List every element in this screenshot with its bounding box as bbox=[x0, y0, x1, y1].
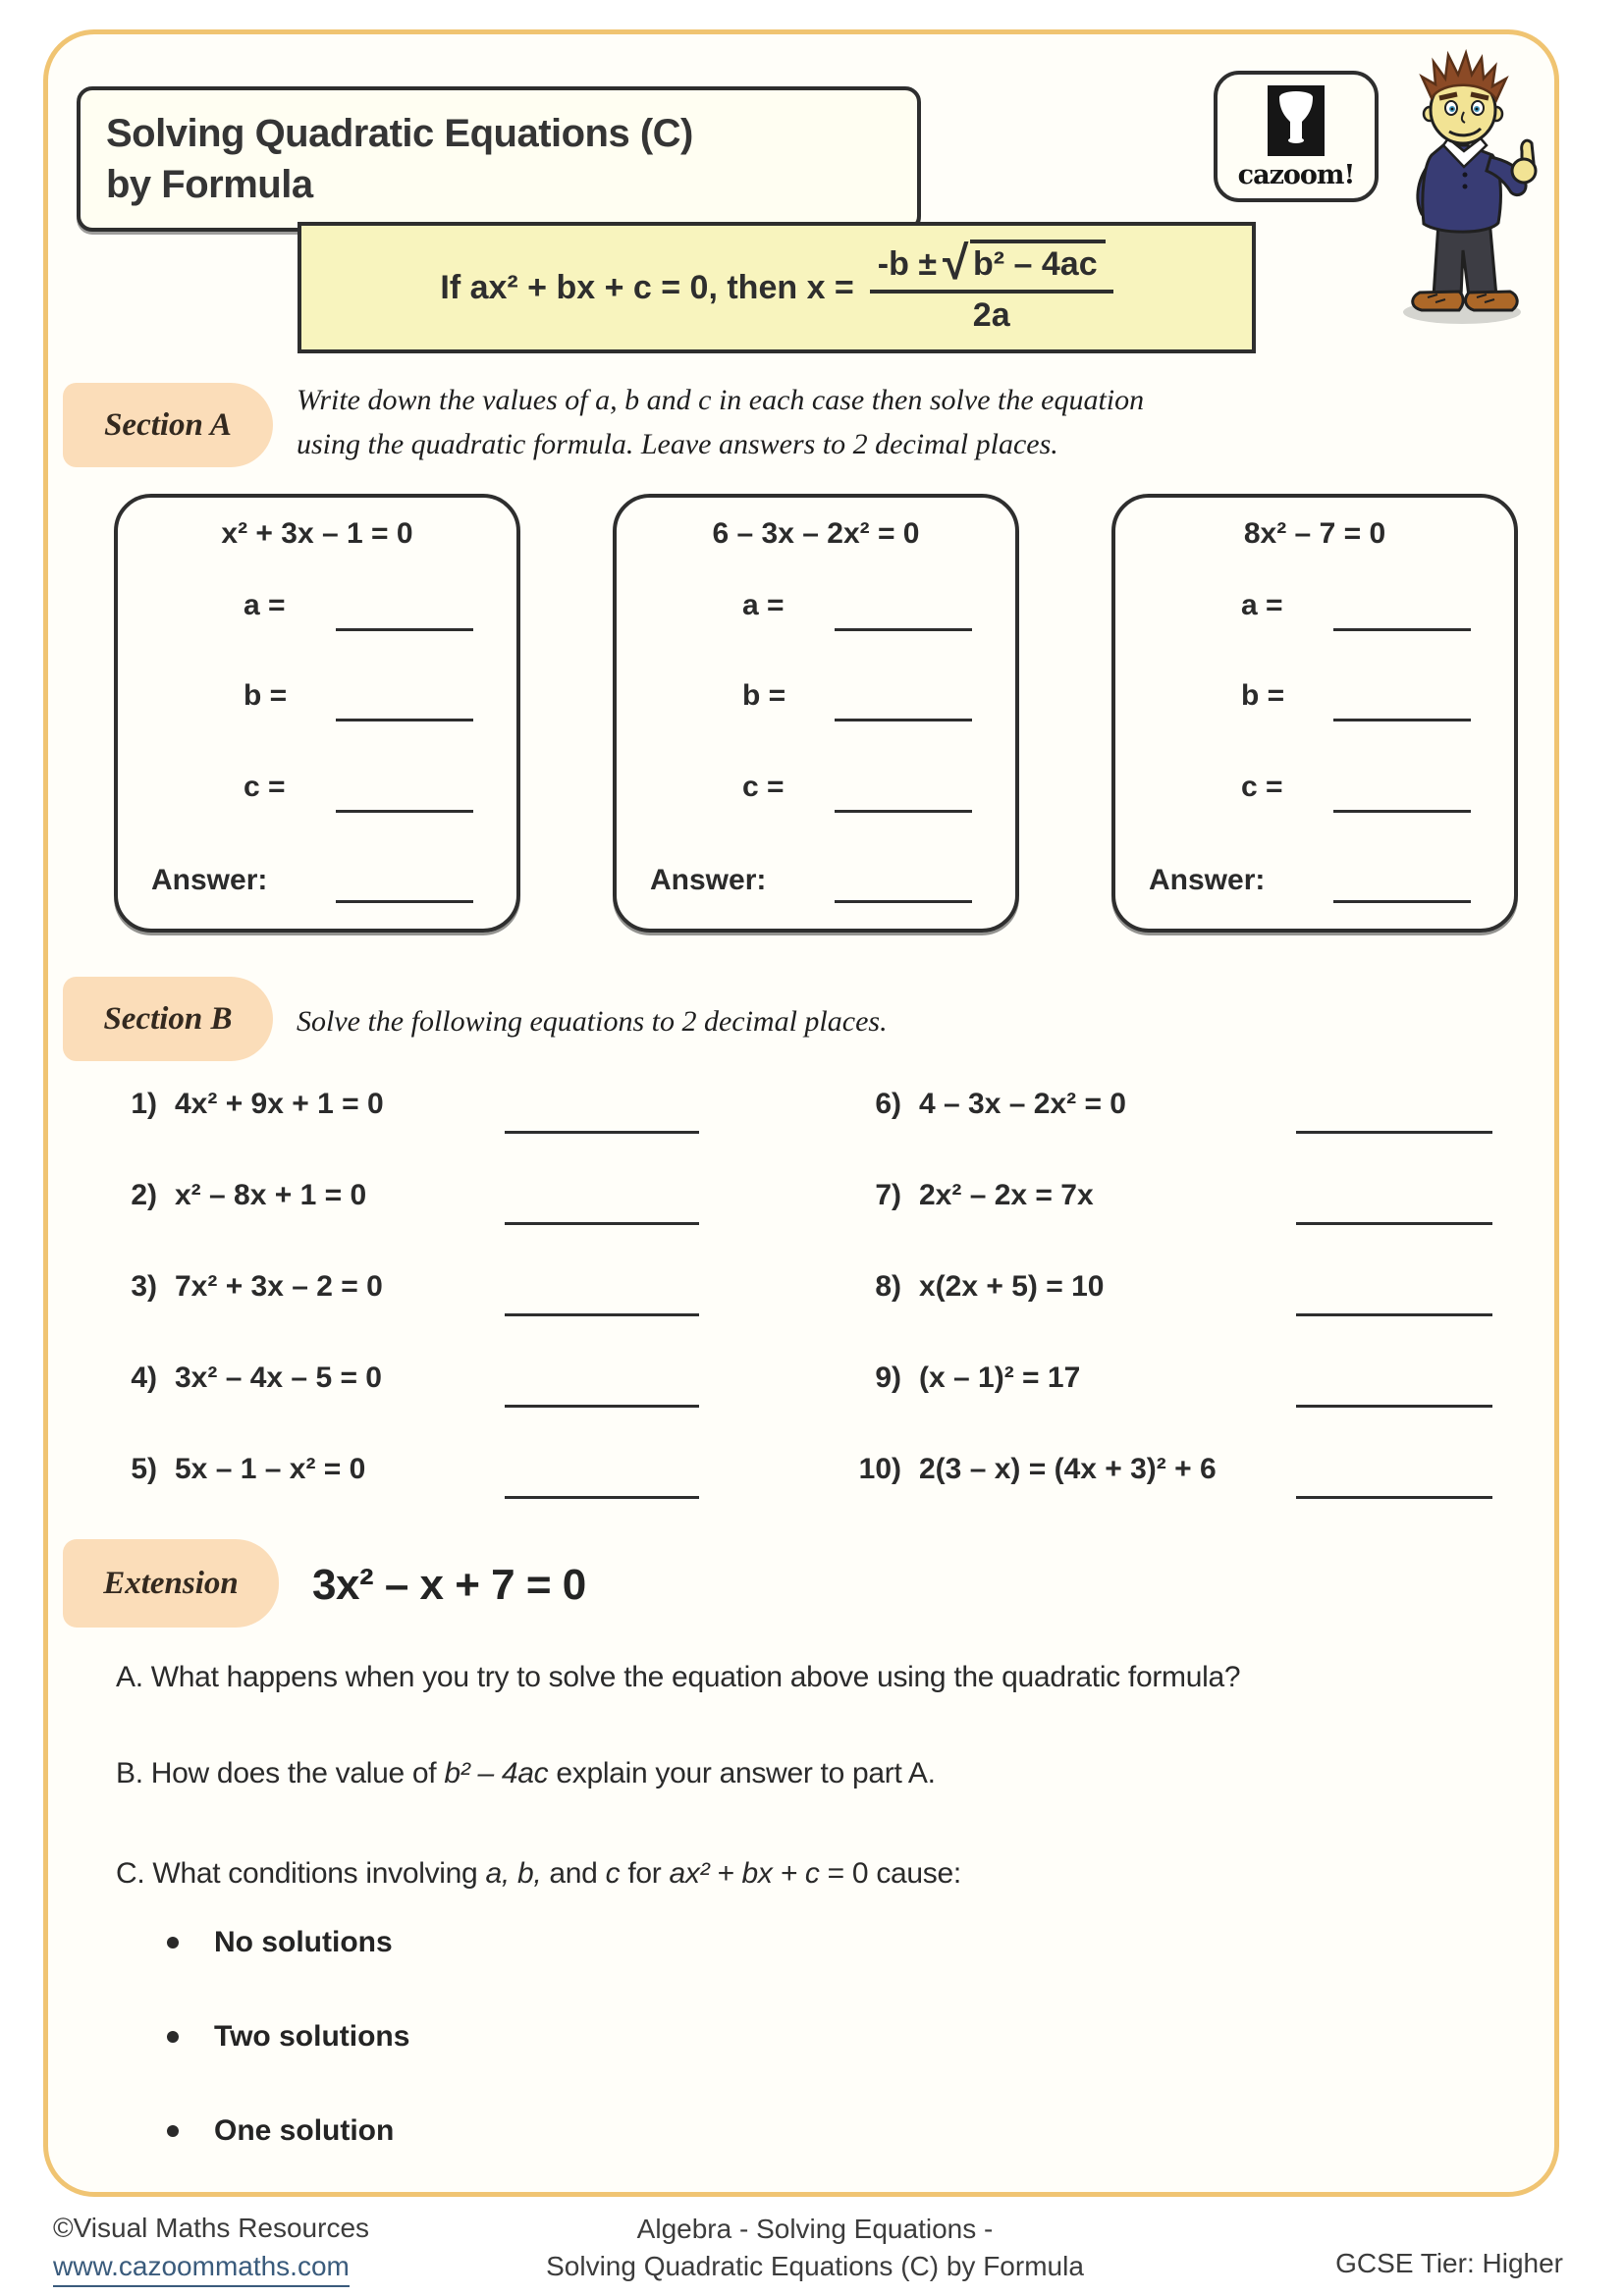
problem-row bbox=[833, 1453, 1520, 1544]
page-title-line2: by Formula bbox=[106, 163, 313, 206]
problem-number: 2) bbox=[131, 1179, 157, 1211]
problem-equation: 7x² + 3x – 2 = 0 bbox=[175, 1270, 383, 1303]
problem-number: 1) bbox=[131, 1088, 157, 1120]
answer-label: Answer: bbox=[151, 864, 268, 896]
problem-equation: x(2x + 5) = 10 bbox=[919, 1270, 1105, 1303]
section-a-instruction-line2: using the quadratic formula. Leave answers to 2 decimal places. bbox=[297, 428, 1058, 460]
a-label: a = bbox=[742, 589, 785, 621]
a-label: a = bbox=[244, 589, 286, 621]
b-answer-blank[interactable] bbox=[835, 697, 972, 721]
problem-row bbox=[88, 1088, 736, 1179]
radical-icon: √ bbox=[943, 237, 969, 290]
c-answer-blank[interactable] bbox=[336, 788, 473, 813]
question-c-text: and bbox=[541, 1857, 606, 1890]
question-b-text: explain your answer to part A. bbox=[548, 1757, 936, 1789]
section-a-instruction-line1: Write down the values of a, b and c in each case then solve the equation bbox=[297, 384, 1145, 416]
extension-question-a: A. What happens when you try to solve the equation above using the quadratic formula? bbox=[116, 1661, 1241, 1693]
copyright-text: ©Visual Maths Resources bbox=[53, 2213, 370, 2243]
b-label: b = bbox=[1241, 679, 1285, 712]
problem-equation: x² – 8x + 1 = 0 bbox=[175, 1179, 367, 1211]
section-a-box-3 bbox=[1111, 494, 1518, 933]
b-label: b = bbox=[742, 679, 786, 712]
problem-row bbox=[833, 1270, 1520, 1362]
answer-blank[interactable] bbox=[1296, 1383, 1492, 1408]
bullet-label: One solution bbox=[214, 2114, 395, 2147]
footer-center bbox=[373, 2211, 1257, 2285]
cazoom-logo-text: cazoom! bbox=[1237, 159, 1355, 190]
equation: x² + 3x – 1 = 0 bbox=[221, 517, 413, 550]
b-label: b = bbox=[244, 679, 288, 712]
question-c-text: C. What conditions involving bbox=[116, 1857, 486, 1890]
problem-row bbox=[833, 1362, 1520, 1453]
c-label: c = bbox=[742, 771, 785, 803]
footer-topic-line1: Algebra - Solving Equations - bbox=[636, 2214, 994, 2244]
a-label: a = bbox=[1241, 589, 1283, 621]
question-c-variables: a, b, bbox=[485, 1857, 542, 1890]
section-b-right-column bbox=[833, 1088, 1520, 1544]
bullet-icon bbox=[167, 1937, 179, 1949]
problem-row bbox=[833, 1179, 1520, 1270]
answer-blank[interactable] bbox=[1296, 1201, 1492, 1225]
extension-label: Extension bbox=[63, 1539, 279, 1628]
a-answer-blank[interactable] bbox=[336, 607, 473, 631]
extension-question-b bbox=[116, 1757, 936, 1790]
title-box bbox=[77, 86, 921, 232]
section-a-label: Section A bbox=[63, 383, 273, 467]
answer-blank[interactable] bbox=[505, 1383, 699, 1408]
formula-denominator: 2a bbox=[870, 290, 1113, 335]
problem-number: 6) bbox=[875, 1088, 901, 1120]
c-answer-blank[interactable] bbox=[835, 788, 972, 813]
final-answer-blank[interactable] bbox=[336, 879, 473, 903]
section-b-left-column bbox=[88, 1088, 736, 1544]
section-b-instruction: Solve the following equations to 2 decimal places. bbox=[297, 1005, 888, 1038]
question-c-variable: c bbox=[605, 1857, 621, 1890]
answer-blank[interactable] bbox=[505, 1201, 699, 1225]
c-label: c = bbox=[1241, 771, 1283, 803]
formula-numerator-prefix: -b ± bbox=[877, 244, 937, 283]
answer-blank[interactable] bbox=[505, 1109, 699, 1134]
section-a-instruction bbox=[297, 378, 1144, 466]
extension-equation: 3x² – x + 7 = 0 bbox=[312, 1561, 586, 1609]
bullet-label: Two solutions bbox=[214, 2020, 410, 2053]
b-answer-blank[interactable] bbox=[336, 697, 473, 721]
problem-equation: 2x² – 2x = 7x bbox=[919, 1179, 1094, 1211]
problem-equation: (x – 1)² = 17 bbox=[919, 1362, 1081, 1394]
footer-left bbox=[53, 2211, 369, 2287]
formula-fraction bbox=[870, 237, 1113, 335]
bullet-label: No solutions bbox=[214, 1926, 393, 1958]
problem-number: 4) bbox=[131, 1362, 157, 1394]
question-c-text: = 0 cause: bbox=[819, 1857, 961, 1890]
bullet-item bbox=[167, 2020, 409, 2054]
section-a-box-1 bbox=[114, 494, 520, 933]
page-title-line1: Solving Quadratic Equations (C) bbox=[106, 112, 693, 155]
cazoom-logo bbox=[1214, 71, 1379, 202]
quadratic-formula-box bbox=[298, 222, 1256, 353]
answer-blank[interactable] bbox=[1296, 1474, 1492, 1499]
extension-question-c bbox=[116, 1857, 961, 1891]
answer-blank[interactable] bbox=[1296, 1109, 1492, 1134]
answer-label: Answer: bbox=[650, 864, 767, 896]
square-root bbox=[943, 237, 1106, 290]
a-answer-blank[interactable] bbox=[835, 607, 972, 631]
problem-row bbox=[88, 1179, 736, 1270]
problem-equation: 4 – 3x – 2x² = 0 bbox=[919, 1088, 1126, 1120]
c-answer-blank[interactable] bbox=[1333, 788, 1471, 813]
b-answer-blank[interactable] bbox=[1333, 697, 1471, 721]
problem-row bbox=[88, 1362, 736, 1453]
question-b-expression: b² – 4ac bbox=[444, 1757, 549, 1789]
a-answer-blank[interactable] bbox=[1333, 607, 1471, 631]
problem-number: 3) bbox=[131, 1270, 157, 1303]
final-answer-blank[interactable] bbox=[1333, 879, 1471, 903]
bullet-item bbox=[167, 2114, 394, 2148]
drum-icon bbox=[1268, 85, 1325, 161]
problem-equation: 4x² + 9x + 1 = 0 bbox=[175, 1088, 384, 1120]
equation: 8x² – 7 = 0 bbox=[1243, 517, 1386, 550]
final-answer-blank[interactable] bbox=[835, 879, 972, 903]
footer-topic-line2: Solving Quadratic Equations (C) by Formula bbox=[546, 2250, 1084, 2281]
problem-equation: 5x – 1 – x² = 0 bbox=[175, 1453, 366, 1485]
answer-blank[interactable] bbox=[1296, 1292, 1492, 1316]
mascot-boy-illustration bbox=[1379, 49, 1550, 339]
problem-row bbox=[88, 1270, 736, 1362]
website-link[interactable]: www.cazoommaths.com bbox=[53, 2249, 350, 2286]
question-b-text: B. How does the value of bbox=[116, 1757, 445, 1789]
problem-number: 8) bbox=[875, 1270, 901, 1303]
problem-row bbox=[88, 1453, 736, 1544]
problem-equation: 2(3 – x) = (4x + 3)² + 6 bbox=[919, 1453, 1217, 1485]
problem-number: 10) bbox=[858, 1453, 901, 1485]
answer-blank[interactable] bbox=[505, 1474, 699, 1499]
section-a-box-2 bbox=[613, 494, 1019, 933]
formula-radicand: b² – 4ac bbox=[970, 240, 1106, 284]
problem-row bbox=[833, 1088, 1520, 1179]
c-label: c = bbox=[244, 771, 286, 803]
problem-number: 5) bbox=[131, 1453, 157, 1485]
equation: 6 – 3x – 2x² = 0 bbox=[712, 517, 920, 550]
section-b-label: Section B bbox=[63, 977, 273, 1061]
bullet-icon bbox=[167, 2125, 179, 2137]
question-c-text: for bbox=[620, 1857, 670, 1890]
problem-number: 7) bbox=[875, 1179, 901, 1211]
footer-tier: GCSE Tier: Higher bbox=[1335, 2248, 1563, 2278]
question-c-expression: ax² + bx + c bbox=[669, 1857, 820, 1890]
problem-number: 9) bbox=[875, 1362, 901, 1394]
problem-equation: 3x² – 4x – 5 = 0 bbox=[175, 1362, 382, 1394]
bullet-item bbox=[167, 1926, 393, 1959]
formula-prefix: If ax² + bx + c = 0, then x = bbox=[440, 268, 854, 306]
answer-label: Answer: bbox=[1149, 864, 1266, 896]
bullet-icon bbox=[167, 2031, 179, 2043]
answer-blank[interactable] bbox=[505, 1292, 699, 1316]
